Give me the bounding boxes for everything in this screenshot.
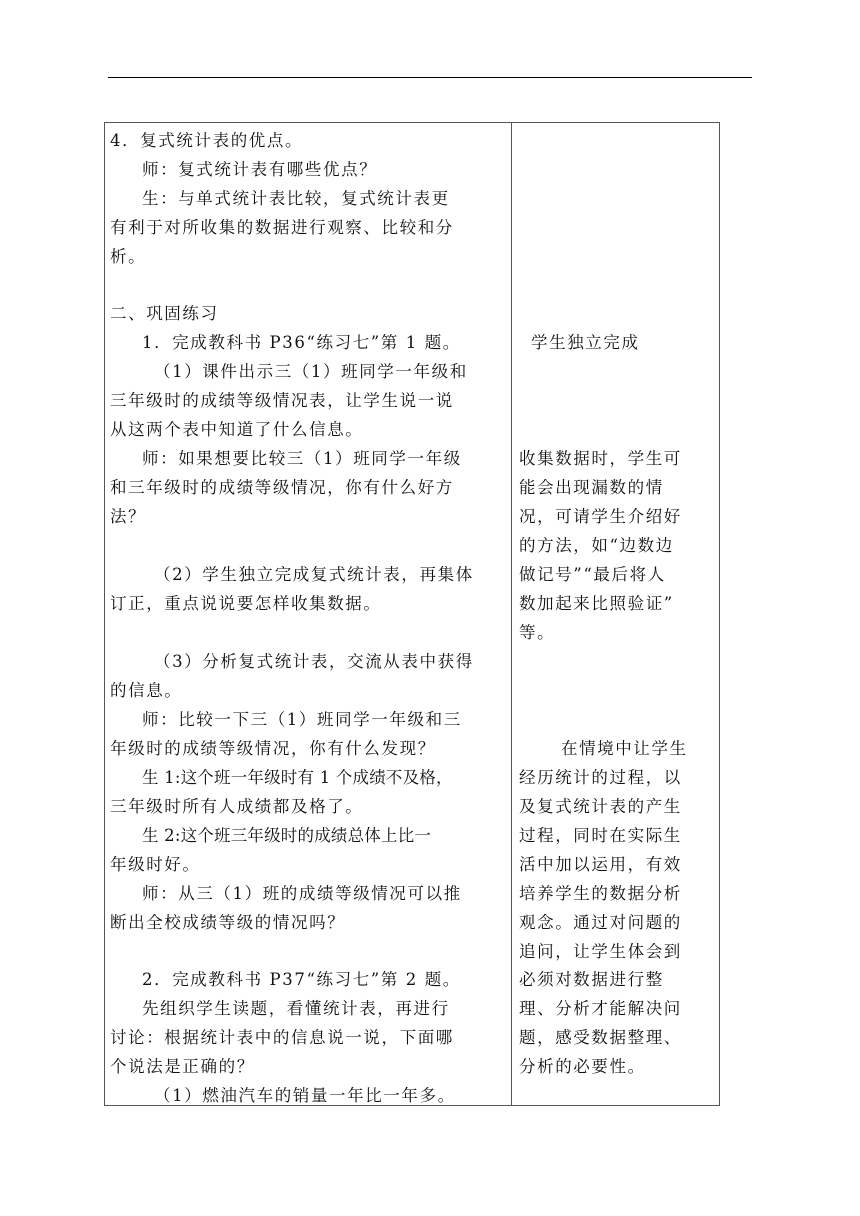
process-text-line: 的信息。	[110, 681, 183, 700]
intent-text-line: 做记号”“最后将人	[519, 565, 666, 584]
process-text-line: 法？	[110, 507, 147, 526]
intent-text-line: 必须对数据进行整	[519, 970, 664, 989]
process-text-line: （1）课件出示三（1）班同学一年级和	[154, 362, 468, 381]
intent-text-line: 过程，同时在实际生	[519, 826, 682, 845]
process-text-line: 生 2:这个班三年级时的成绩总体上比一	[142, 826, 432, 845]
intent-text-line: 及复式统计表的产生	[519, 797, 682, 816]
intent-text-line: 等。	[519, 623, 556, 642]
column-divider	[511, 122, 512, 1106]
intent-text-line: 的方法，如“边数边	[519, 536, 674, 555]
intent-text-line: 学生独立完成	[531, 333, 640, 352]
intent-text-line: 收集数据时，学生可	[519, 449, 682, 468]
process-text-line: 年级时的成绩等级情况，你有什么发现？	[110, 739, 436, 758]
intent-text-line: 追问，让学生体会到	[519, 942, 682, 961]
intent-text-line: 活中加以运用，有效	[519, 855, 682, 874]
process-text-line: 生：与单式统计表比较，复式统计表更	[142, 189, 450, 208]
process-text-line: 和三年级时的成绩等级情况，你有什么好方	[110, 478, 454, 497]
intent-text-line: 题，感受数据整理、	[519, 1028, 682, 1047]
process-text-line: （2）学生独立完成复式统计表，再集体	[154, 565, 474, 584]
process-text-line: 4．复式统计表的优点。	[110, 131, 304, 150]
process-text-line: 二、巩固练习	[110, 304, 219, 323]
intent-text-line: 分析的必要性。	[519, 1057, 646, 1076]
process-text-line: （1）燃油汽车的销量一年比一年多。	[154, 1086, 456, 1105]
process-text-line: 三年级时所有人成绩都及格了。	[110, 797, 364, 816]
process-text-line: 师：比较一下三（1）班同学一年级和三	[142, 710, 462, 729]
header-rule	[108, 77, 752, 78]
intent-text-line: 在情境中让学生	[561, 739, 688, 758]
intent-text-line: 培养学生的数据分析	[519, 884, 682, 903]
intent-text-line: 况，可请学生介绍好	[519, 507, 682, 526]
process-text-line: 析。	[110, 247, 147, 266]
process-text-line: 订正，重点说说要怎样收集数据。	[110, 594, 382, 613]
intent-text-line: 经历统计的过程，以	[519, 768, 682, 787]
process-text-line: 讨论：根据统计表中的信息说一说，下面哪	[110, 1028, 454, 1047]
process-text-line: 生 1:这个班一年级时有 1 个成绩不及格，	[142, 768, 453, 787]
intent-text-line: 理、分析才能解决问	[519, 999, 682, 1018]
process-text-line: 师：复式统计表有哪些优点？	[142, 160, 378, 179]
intent-text-line: 观念。通过对问题的	[519, 913, 682, 932]
intent-text-line: 能会出现漏数的情	[519, 478, 664, 497]
process-text-line: 三年级时的成绩等级情况表，让学生说一说	[110, 391, 454, 410]
process-text-line: 年级时好。	[110, 855, 201, 874]
process-text-line: 有利于对所收集的数据进行观察、比较和分	[110, 218, 454, 237]
process-text-line: 先组织学生读题，看懂统计表，再进行	[142, 999, 450, 1018]
process-text-line: 断出全校成绩等级的情况吗？	[110, 913, 346, 932]
process-text-line: 个说法是正确的？	[110, 1057, 255, 1076]
process-text-line: 从这两个表中知道了什么信息。	[110, 420, 364, 439]
process-text-line: 1．完成教科书 P36“练习七”第 1 题。	[142, 333, 461, 352]
process-text-line: （3）分析复式统计表，交流从表中获得	[154, 652, 474, 671]
process-text-line: 师：如果想要比较三（1）班同学一年级	[142, 449, 462, 468]
process-text-line: 师：从三（1）班的成绩等级情况可以推	[142, 884, 462, 903]
process-text-line: 2．完成教科书 P37“练习七”第 2 题。	[142, 970, 461, 989]
intent-text-line: 数加起来比照验证”	[519, 594, 674, 613]
